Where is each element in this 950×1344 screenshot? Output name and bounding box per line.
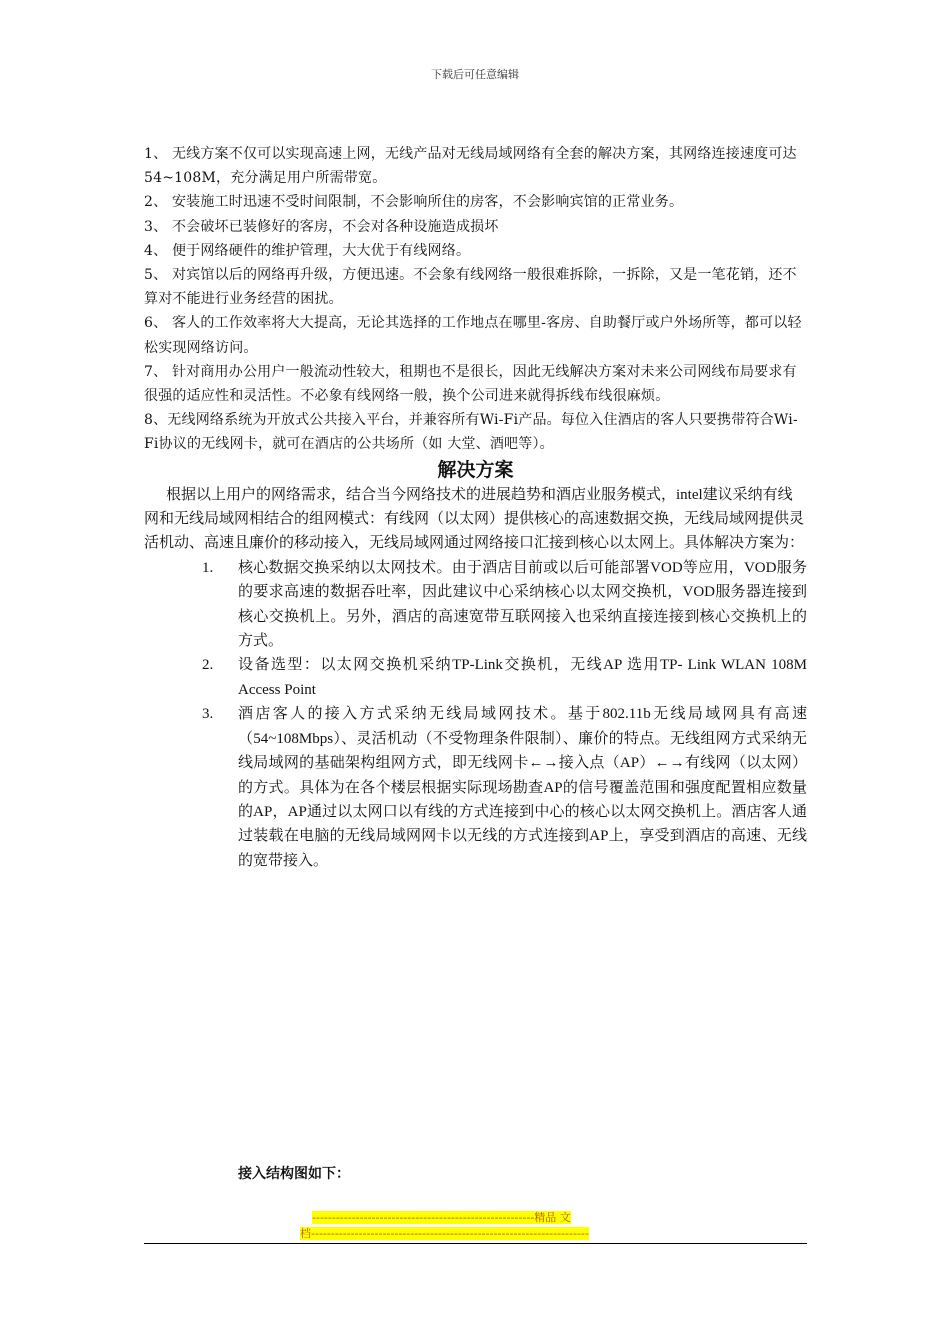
solution-item-text: 设备选型：以太网交换机采纳TP-Link交换机，无线AP 选用TP- Link WLAN 108M Access Point — [238, 657, 807, 698]
solution-intro: 根据以上用户的网络需求，结合当今网络技术的进展趋势和酒店业服务模式，intel建议采纳有线网和无线局域网相结合的组网模式：有线网（以太网）提供核心的高速数据交换，无线局域网提供灵活机动、高速且廉价的移动接入，无线局域网通过网络接口汇接到核心以太网上。具体解决方案为： — [144, 486, 805, 552]
advantage-item-5: 5、 对宾馆以后的网络再升级，方便迅速。不会象有线网络一般很难拆除，一拆除，又是一笔花销，还不算对不能进行业务经营的困扰。 — [144, 267, 797, 308]
advantage-item-2: 2、 安装施工时迅速不受时间限制，不会影响所住的房客，不会影响宾馆的正常业务。 — [144, 194, 684, 211]
advantage-item-1: 1、 无线方案不仅可以实现高速上网，无线产品对无线局域网络有全套的解决方案，其网络连接速度可达54~108M，充分满足用户所需带宽。 — [144, 146, 797, 187]
advantage-item-4: 4、 便于网络硬件的维护管理，大大优于有线网络。 — [144, 242, 471, 259]
page-header: 下载后可任意编辑 — [431, 68, 519, 81]
footer-divider — [144, 1243, 807, 1244]
advantage-item-6: 6、 客人的工作效率将大大提高，无论其选择的工作地点在哪里-客房、自助餐厅或户外场所等，都可以轻松实现网络访问。 — [144, 315, 802, 356]
solution-item-2 — [144, 653, 807, 702]
solution-item-1 — [144, 556, 807, 654]
solution-item-number: 2. — [202, 657, 214, 674]
footer-line-1: --------------------------------------------------------精品 文 — [312, 1211, 571, 1224]
footer-watermark — [300, 1210, 652, 1242]
solution-list — [144, 556, 807, 873]
solution-item-text: 核心数据交换采纳以太网技术。由于酒店目前或以后可能部署VOD等应用，VOD服务的要求高速的数据吞吐率，因此建议中心采纳核心以太网交换机，VOD服务器连接到核心交换机上。另外，酒店的高速宽带互联网接入也采纳直接连接到核心交换机上的方式。 — [238, 559, 807, 650]
document-body — [144, 142, 807, 873]
advantage-item-7: 7、 针对商用办公用户一般流动性较大，租期也不是很长，因此无线解决方案对未来公司网线布局要求有很强的适应性和灵活性。不必象有线网络一般，换个公司进来就得拆线布线很麻烦。 — [144, 363, 797, 405]
advantages-list — [144, 142, 807, 457]
advantage-item-3: 3、 不会破坏已装修好的客房，不会对各种设施造成损坏 — [144, 218, 499, 235]
footer-line-2: 档---------------------------------------------------------------------- — [300, 1227, 589, 1240]
structure-diagram-label: 接入结构图如下： — [238, 1166, 350, 1182]
advantage-item-8: 8、无线网络系统为开放式公共接入平台，并兼容所有Wi-Fi产品。每位入住酒店的客人只要携带符合Wi-Fi协议的无线网卡，就可在酒店的公共场所（如 大堂、酒吧等）。 — [144, 412, 798, 453]
solution-item-3 — [144, 702, 807, 873]
solution-item-number: 3. — [202, 706, 214, 723]
section-title: 解决方案 — [437, 458, 514, 481]
solution-item-text: 酒店客人的接入方式采纳无线局域网技术。基于802.11b无线局域网具有高速（54~108Mbps）、灵活机动（不受物理条件限制）、廉价的特点。无线组网方式采纳无线局域网的基础架构组网方式，即无线网卡←→接入点（AP）←→有线网（以太网）的方式。具体为在各个楼层根据实际现场勘查AP的信号覆盖范围和强度配置相应数量的AP，AP通过以太网口以有线的方式连接到中心的核心以太网交换机上。酒店客人通过装载在电脑的无线局域网网卡以无线的方式连接到AP上，享受到酒店的高速、无线的宽带接入。 — [238, 706, 807, 869]
solution-item-number: 1. — [202, 559, 214, 576]
